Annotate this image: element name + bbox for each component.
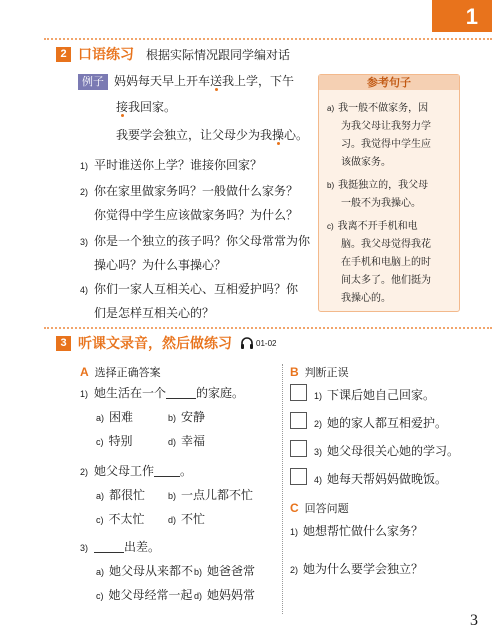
question-3: 3) 你是一个独立的孩子吗？你父母常常为你 <box>80 234 311 248</box>
reference-c: c) 我离不开手机和电 <box>327 221 418 232</box>
keyword-mark: 操 <box>272 128 285 142</box>
section-divider <box>44 327 492 329</box>
statement: 4) 她每天帮妈妈做晚饭。 <box>314 472 448 486</box>
question-2: 2) 你在家里做家务吗？一般做什么家务？ <box>80 184 299 198</box>
answer-blank <box>166 387 196 399</box>
statement: 1) 下课后她自己回家。 <box>314 388 436 402</box>
partC-letter: C <box>290 501 299 515</box>
audio-track-code: 01-02 <box>256 338 277 348</box>
reference-c-line: 我操心的。 <box>341 293 391 304</box>
section3-title: 听课文录音，然后做练习 <box>78 336 232 352</box>
partB-title: 判断正误 <box>304 366 349 379</box>
unit-tab <box>432 0 492 32</box>
partA-header <box>80 364 161 380</box>
option[interactable]: b) 她爸爸常 <box>194 564 256 578</box>
section2-number: 2 <box>56 47 71 62</box>
reference-title: 参考句子 <box>319 75 459 90</box>
partA-title: 选择正确答案 <box>94 366 161 379</box>
option[interactable]: b) 安静 <box>168 410 206 424</box>
answer-checkbox[interactable] <box>290 468 307 485</box>
option[interactable]: d) 她妈妈常 <box>194 588 256 602</box>
partB-letter: B <box>290 365 299 379</box>
column-divider <box>282 364 283 614</box>
option[interactable]: c) 不太忙 <box>96 512 145 526</box>
partA-question-1: 1) 她生活在一个 的家庭。 <box>80 386 245 400</box>
page-number: 3 <box>470 612 478 629</box>
reference-b: b) 我挺独立的，我父母 <box>327 180 429 191</box>
section3-number: 3 <box>56 336 71 351</box>
option[interactable]: d) 不忙 <box>168 512 206 526</box>
section2-title: 口语练习 <box>78 47 134 63</box>
option[interactable]: a) 她父母从来都不 <box>96 564 194 578</box>
reference-c-line: 间太多了。他们挺为 <box>341 275 431 286</box>
question-2-cont: 你觉得中学生应该做家务吗？为什么？ <box>94 208 299 222</box>
answer-checkbox[interactable] <box>290 384 307 401</box>
keyword-mark: 送 <box>210 74 223 88</box>
reference-a-line: 该做家务。 <box>341 157 391 168</box>
answer-blank <box>154 465 180 477</box>
reference-c-line: 在手机和电脑上的时 <box>341 257 431 268</box>
answer-checkbox[interactable] <box>290 440 307 457</box>
answer-checkbox[interactable] <box>290 412 307 429</box>
section2-instruction: 根据实际情况跟同学编对话 <box>146 47 291 62</box>
question-1: 1) 平时谁送你上学？谁接你回家？ <box>80 158 263 172</box>
question-4-cont: 们是怎样互相关心的？ <box>94 306 215 320</box>
option[interactable]: c) 她父母经常一起 <box>96 588 193 602</box>
option[interactable]: d) 幸福 <box>168 434 206 448</box>
open-question: 2) 她为什么要学会独立？ <box>290 562 424 576</box>
example-badge: 例子 <box>78 74 108 90</box>
unit-number: 1 <box>465 4 478 29</box>
reference-c-line: 脑。我父母觉得我花 <box>341 239 431 250</box>
statement: 3) 她父母很关心她的学习。 <box>314 444 460 458</box>
partC-header <box>290 500 349 516</box>
option[interactable]: a) 都很忙 <box>96 488 146 502</box>
open-question: 1) 她想帮忙做什么家务？ <box>290 524 424 538</box>
reference-a-line: 习。我觉得中学生应 <box>341 139 431 150</box>
partC-title: 回答问题 <box>304 502 349 515</box>
option[interactable]: a) 困难 <box>96 410 134 424</box>
partA-letter: A <box>80 365 89 379</box>
example-line-3: 我要学会独立，让父母少为我操心。 <box>116 128 309 142</box>
question-3-cont: 操心吗？为什么事操心？ <box>94 258 227 272</box>
reference-box <box>318 74 460 312</box>
headphones-icon[interactable] <box>240 337 254 349</box>
keyword-mark: 接 <box>116 100 129 114</box>
question-4: 4) 你们一家人互相关心、互相爱护吗？你 <box>80 282 299 296</box>
answer-blank <box>94 541 124 553</box>
partB-header <box>290 364 349 380</box>
option[interactable]: b) 一点儿都不忙 <box>168 488 254 502</box>
example-line-2: 接我回家。 <box>116 100 177 114</box>
reference-a-line: 为我父母让我努力学 <box>341 121 431 132</box>
partA-question-3: 3) 出差。 <box>80 540 161 554</box>
section2-header <box>56 44 290 64</box>
reference-a: a) 我一般不做家务，因 <box>327 103 429 114</box>
section-divider <box>44 38 492 40</box>
partA-question-2: 2) 她父母工作 。 <box>80 464 193 478</box>
section3-header <box>56 333 276 353</box>
reference-b-line: 一般不为我操心。 <box>341 198 421 209</box>
example-line-1: 例子 妈妈每天早上开车送我上学，下午 <box>78 72 294 90</box>
statement: 2) 她的家人都互相爱护。 <box>314 416 448 430</box>
option[interactable]: c) 特别 <box>96 434 133 448</box>
